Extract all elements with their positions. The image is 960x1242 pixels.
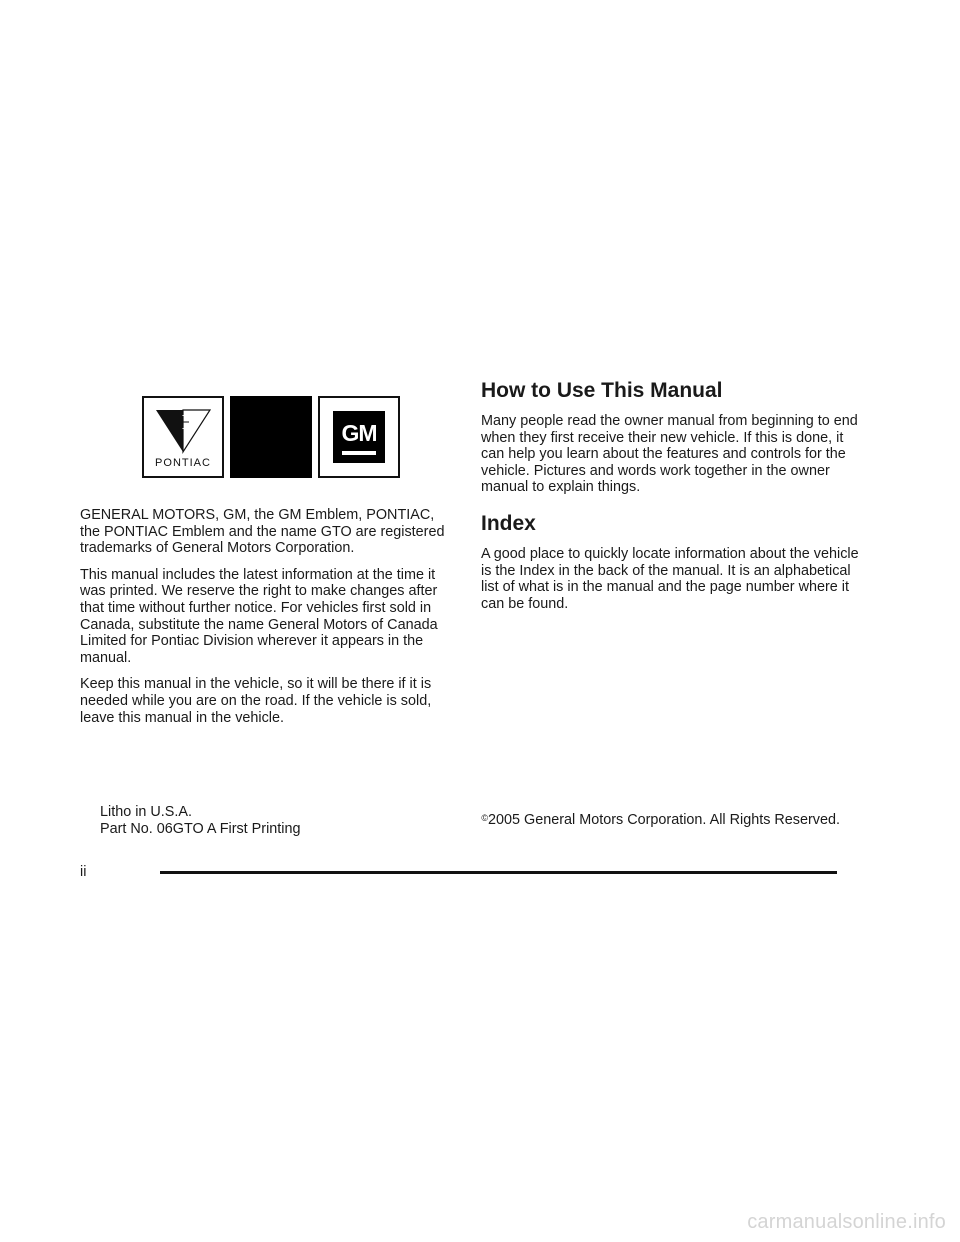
footer xyxy=(100,804,840,837)
gm-emblem-icon xyxy=(333,411,385,463)
left-column xyxy=(80,396,452,736)
gm-logo xyxy=(318,396,400,478)
keep-manual-paragraph: Keep this manual in the vehicle, so it will be there if it is needed while you are on the road. If the vehicle is sold, leave this manual in the vehicle. xyxy=(80,676,432,726)
index-paragraph: A good place to quickly locate information about the vehicle is the Index in the back of the manual. It is an alphabetical list of what is in the manual and the page number where it can be found. xyxy=(481,545,859,612)
gm-letters: GM xyxy=(341,420,377,446)
pontiac-logo xyxy=(142,396,224,478)
copyright-symbol: © xyxy=(481,813,489,823)
pontiac-wordmark: PONTIAC xyxy=(155,457,211,469)
part-number: Part No. 06GTO A First Printing xyxy=(100,820,301,837)
watermark: carmanualsonline.info xyxy=(747,1211,946,1233)
latest-info-paragraph: This manual includes the latest information at the time it was printed. We reserve the right to make changes after that time without further notice. For vehicles first sold in Canada, substitute the name General Motors of Canada Limited for Pontiac Division wherever it appears in the manual. xyxy=(80,566,438,666)
how-to-use-heading: How to Use This Manual xyxy=(481,379,723,402)
copyright-notice xyxy=(481,812,840,829)
footer-rule xyxy=(160,871,837,874)
black-panel xyxy=(230,396,312,478)
trademark-paragraph: GENERAL MOTORS, GM, the GM Emblem, PONTIAC, the PONTIAC Emblem and the name GTO are registered trademarks of General Motors Corporation. xyxy=(80,507,445,557)
copyright-text: 2005 General Motors Corporation. All Rights Reserved. xyxy=(488,812,840,828)
how-to-use-paragraph: Many people read the owner manual from beginning to end when they first receive their new vehicle. If this is done, it can help you learn about the features and controls for the vehicle. Pictures and words work together in the owner manual to explain things. xyxy=(481,413,858,496)
index-heading: Index xyxy=(481,511,536,535)
litho-line: Litho in U.S.A. xyxy=(100,804,192,820)
pontiac-arrowhead-icon xyxy=(144,402,222,462)
brand-logos xyxy=(142,396,514,478)
right-column xyxy=(481,378,861,622)
page-number: ii xyxy=(80,864,87,880)
gm-underline xyxy=(342,451,376,455)
